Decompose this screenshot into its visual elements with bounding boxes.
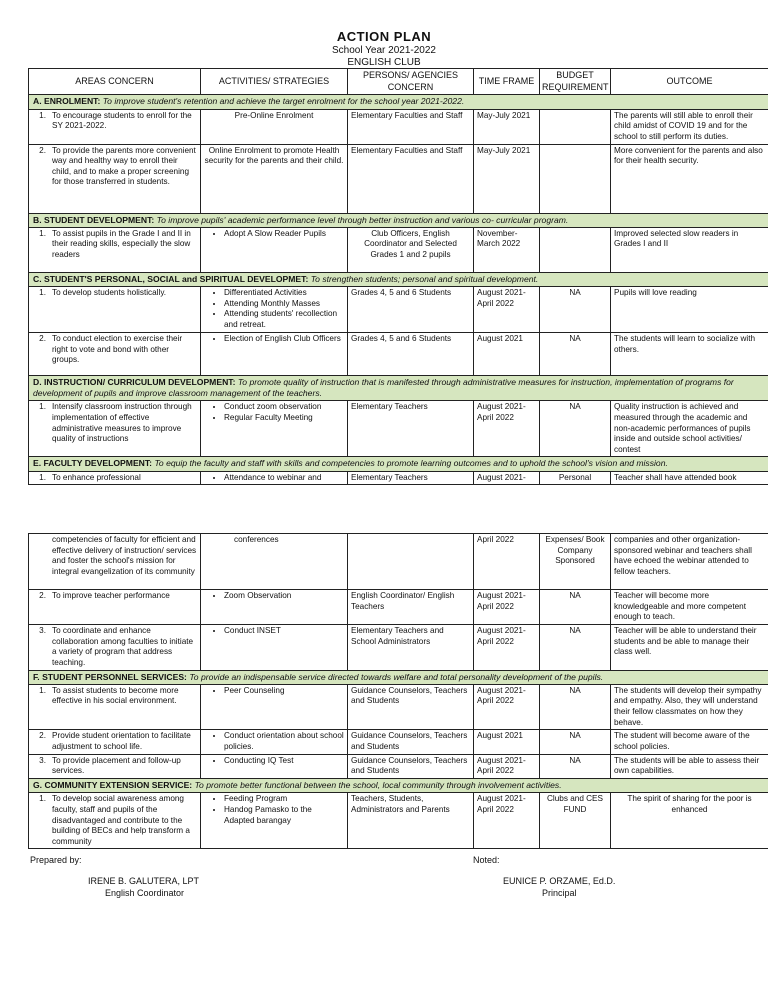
activity-bullet: • Feeding Program (224, 794, 344, 805)
outcome-cell: The parents will still able to enroll their child amidst of COVID 19 and for the school to still perform its duties. (611, 109, 768, 144)
school-year: School Year 2021-2022 (332, 45, 436, 56)
row-number: 2. (39, 333, 46, 343)
row-number: 1. (39, 228, 46, 238)
noter-title: Principal (542, 888, 577, 898)
activity-bullet: • Conducting IQ Test (224, 756, 344, 767)
area-concern: To provide the parents more convenient way and healthy way to enroll their child, and to make a proper screening for those transferred in students. (52, 145, 196, 187)
section-goal: To promote quality of instruction that is manifested through administrative measures for instruction, implementation of programs for development of pupils and improve classroom management of the teachers. (33, 376, 734, 399)
budget-cell: NA (540, 401, 611, 457)
section-header-d (29, 375, 768, 400)
row-number: 3. (39, 755, 46, 765)
col-header-areas: AREAS CONCERN (29, 69, 201, 95)
row-number: 1. (39, 794, 46, 804)
activity-bullet: • Differentiated Activities (224, 288, 344, 299)
persons-cell: English Coordinator/ English Teachers (348, 590, 474, 625)
activity-bullet: • Adopt A Slow Reader Pupils (224, 229, 344, 240)
budget-cell: NA (540, 730, 611, 754)
time-cell: May-July 2021 (474, 144, 540, 213)
area-concern: To develop social awareness among faculty, staff and pupils of the disadvantaged and contribute to the building of BECs and help transform a community (52, 794, 190, 846)
table-row (29, 332, 768, 375)
persons-cell: Teachers, Students, Administrators and Parents (348, 793, 474, 849)
activity-bullet: • Conduct zoom observation (224, 402, 344, 413)
noted-label: Noted: (473, 855, 500, 865)
table-row (29, 590, 768, 625)
persons-cell (348, 534, 474, 590)
area-concern: To assist students to become more effective in his social environment. (52, 685, 179, 706)
preparer-title: English Coordinator (105, 888, 185, 898)
section-goal: To equip the faculty and staff with skills and competencies to promote learning outcomes and to uphold the school's vision and mission. (154, 458, 668, 469)
persons-cell: Grades 4, 5 and 6 Students (348, 332, 474, 375)
table-row (29, 684, 768, 730)
budget-cell: NA (540, 332, 611, 375)
area-concern: competencies of faculty for efficient and effective delivery of instruction/ services and foster the school's mission for integral evangelization of its community (52, 535, 197, 576)
outcome-cell: Improved selected slow readers in Grades I and II (611, 227, 768, 272)
prepared-by-label: Prepared by: (30, 855, 82, 865)
row-number: 1. (39, 685, 46, 695)
activity-bullet: • Zoom Observation (224, 591, 344, 602)
table-row (29, 227, 768, 272)
outcome-cell: companies and other organization-sponsored webinar and teachers shall have echoed the webinar attended to fellow teachers. (611, 534, 768, 590)
time-cell: August 2021-April 2022 (474, 684, 540, 730)
budget-cell: NA (540, 754, 611, 778)
budget-cell (540, 144, 611, 213)
noter-name: EUNICE P. ORZAME, Ed.D. (503, 876, 616, 886)
area-concern: To coordinate and enhance collaboration among faculties to initiate a variety of program that address teaching. (52, 625, 194, 667)
section-title: F. STUDENT PERSONNEL SERVICES: (33, 671, 187, 682)
persons-cell: Elementary Teachers and School Administrators (348, 624, 474, 670)
activity-bullet: • Conduct INSET (224, 626, 344, 637)
col-header-outcome: OUTCOME (611, 69, 768, 95)
time-cell: November-March 2022 (474, 227, 540, 272)
table-row (29, 471, 768, 485)
table-row (29, 144, 768, 213)
persons-cell: Club Officers, English Coordinator and Selected Grades 1 and 2 pupils (348, 227, 474, 272)
area-concern: To encourage students to enroll for the SY 2021-2022. (52, 110, 192, 131)
area-concern: To enhance professional (52, 472, 141, 482)
budget-cell: Personal (540, 471, 611, 485)
row-number: 2. (39, 145, 46, 155)
time-cell: August 2021-April 2022 (474, 590, 540, 625)
section-goal: To provide an indispensable service directed towards welfare and total personality development of the pupils. (189, 671, 604, 682)
section-title: E. FACULTY DEVELOPMENT: (33, 458, 153, 469)
outcome-cell: More convenient for the parents and also for their health security. (611, 144, 768, 213)
activity-bullet: • Election of English Club Officers (224, 334, 344, 345)
persons-cell: Guidance Counselors, Teachers and Students (348, 754, 474, 778)
budget-cell (540, 109, 611, 144)
section-header-b (29, 213, 768, 227)
time-cell: April 2022 (474, 534, 540, 590)
section-title: A. ENROLMENT: (33, 96, 101, 107)
section-title: D. INSTRUCTION/ CURRICULUM DEVELOPMENT: (33, 376, 236, 387)
budget-cell (540, 227, 611, 272)
activity-bullet: • Handog Pamasko to the Adapted barangay (224, 805, 344, 826)
activity-bullet: • Peer Counseling (224, 686, 344, 697)
area-concern: To provide placement and follow-up services. (52, 755, 181, 776)
time-cell: August 2021-April 2022 (474, 286, 540, 332)
row-number: 2. (39, 731, 46, 741)
table-header-row (29, 69, 768, 95)
row-number: 1. (39, 110, 46, 120)
activity-bullet: • Attending Monthly Masses (224, 299, 344, 310)
outcome-cell: The spirit of sharing for the poor is enhanced (611, 793, 768, 849)
area-concern: To improve teacher performance (52, 591, 170, 600)
time-cell: August 2021- (474, 471, 540, 485)
outcome-cell: Teacher shall have attended book (611, 471, 768, 485)
table-row (29, 730, 768, 754)
outcome-cell: The students will learn to socialize with others. (611, 332, 768, 375)
time-cell: August 2021-April 2022 (474, 624, 540, 670)
activity-bullet: • Conduct orientation about school policies. (224, 731, 344, 752)
persons-cell: Elementary Faculties and Staff (348, 109, 474, 144)
budget-cell: NA (540, 624, 611, 670)
col-header-activities: ACTIVITIES/ STRATEGIES (201, 69, 348, 95)
outcome-cell: The students will develop their sympathy and empathy. Also, they will understand their fellow classmates on how they behave. (611, 684, 768, 730)
area-concern: Intensify classroom instruction through implementation of effective administrative measures to improve quality of instructions (52, 402, 192, 444)
row-number: 1. (39, 287, 46, 297)
row-number: 3. (39, 625, 46, 635)
budget-cell: NA (540, 286, 611, 332)
outcome-cell: The students will be able to assess their own capabilities. (611, 754, 768, 778)
persons-cell: Elementary Teachers (348, 471, 474, 485)
section-goal: To improve pupils' academic performance level through better instruction and various co- curricular program. (156, 214, 569, 225)
persons-cell: Grades 4, 5 and 6 Students (348, 286, 474, 332)
activity-bullet: • Attending students' recollection and retreat. (224, 309, 344, 330)
budget-cell: Expenses/ Book Company Sponsored (540, 534, 611, 590)
document-title: ACTION PLAN (336, 29, 432, 44)
section-title: C. STUDENT'S PERSONAL, SOCIAL and SPIRITUAL DEVELOPMET: (33, 273, 309, 284)
table-row (29, 534, 768, 590)
persons-cell: Guidance Counselors, Teachers and Students (348, 730, 474, 754)
outcome-cell: The student will become aware of the school policies. (611, 730, 768, 754)
activity-cell: Online Enrolment to promote Health security for the parents and their child. (201, 144, 348, 213)
area-concern: To assist pupils in the Grade I and II in their reading skills, especially the slow readers (52, 228, 191, 259)
budget-cell: NA (540, 684, 611, 730)
time-cell: August 2021-April 2022 (474, 754, 540, 778)
budget-cell: Clubs and CES FUND (540, 793, 611, 849)
action-plan-table-page1 (28, 68, 768, 485)
activity-cell: Pre-Online Enrolment (201, 109, 348, 144)
time-cell: May-July 2021 (474, 109, 540, 144)
outcome-cell: Teacher will become more knowledgeable and more competent enough to teach. (611, 590, 768, 625)
section-header-f (29, 670, 768, 684)
activity-cell: conferences (201, 534, 348, 590)
row-number: 2. (39, 591, 46, 600)
preparer-name: IRENE B. GALUTERA, LPT (88, 876, 200, 886)
time-cell: August 2021-April 2022 (474, 401, 540, 457)
budget-cell: NA (540, 590, 611, 625)
table-row (29, 793, 768, 849)
action-plan-table-page2 (28, 533, 768, 849)
row-number: 1. (39, 402, 46, 412)
persons-cell: Elementary Teachers (348, 401, 474, 457)
time-cell: August 2021 (474, 730, 540, 754)
table-row (29, 286, 768, 332)
persons-cell: Guidance Counselors, Teachers and Students (348, 684, 474, 730)
activity-bullet: • Attendance to webinar and (224, 473, 344, 484)
table-row (29, 401, 768, 457)
outcome-cell: Pupils will love reading (611, 286, 768, 332)
club-name: ENGLISH CLUB (347, 57, 421, 68)
area-concern: To develop students holistically. (52, 287, 167, 297)
col-header-time: TIME FRAME (474, 69, 540, 95)
table-row (29, 624, 768, 670)
col-header-budget: BUDGET REQUIREMENT (540, 69, 611, 95)
section-header-c (29, 272, 768, 286)
section-title: B. STUDENT DEVELOPMENT: (33, 214, 155, 225)
time-cell: August 2021 (474, 332, 540, 375)
time-cell: August 2021-April 2022 (474, 793, 540, 849)
area-concern: Provide student orientation to facilitate adjustment to school life. (52, 731, 191, 752)
section-title: G. COMMUNITY EXTENSION SERVICE: (33, 780, 193, 791)
outcome-cell: Teacher will be able to understand their students and be able to manage their class well. (611, 624, 768, 670)
persons-cell: Elementary Faculties and Staff (348, 144, 474, 213)
table-row (29, 754, 768, 778)
outcome-cell: Quality instruction is achieved and measured through the academic and non-academic performances of pupils inside and outside school activities/ contest (611, 401, 768, 457)
section-header-e (29, 457, 768, 471)
col-header-persons: PERSONS/ AGENCIES CONCERN (348, 69, 474, 95)
section-goal: To improve student's retention and achieve the target enrolment for the school year 2021-2022. (102, 96, 465, 107)
section-goal: To strengthen students; personal and spiritual development. (310, 273, 539, 284)
table-row (29, 109, 768, 144)
section-header-g (29, 779, 768, 793)
section-header-a (29, 95, 768, 109)
area-concern: To conduct election to exercise their right to vote and bond with other groups. (52, 333, 183, 365)
section-goal: To promote better functional between the school, local community through involvement activities. (194, 780, 562, 791)
row-number: 1. (39, 472, 46, 482)
activity-bullet: • Regular Faculty Meeting (224, 413, 344, 424)
